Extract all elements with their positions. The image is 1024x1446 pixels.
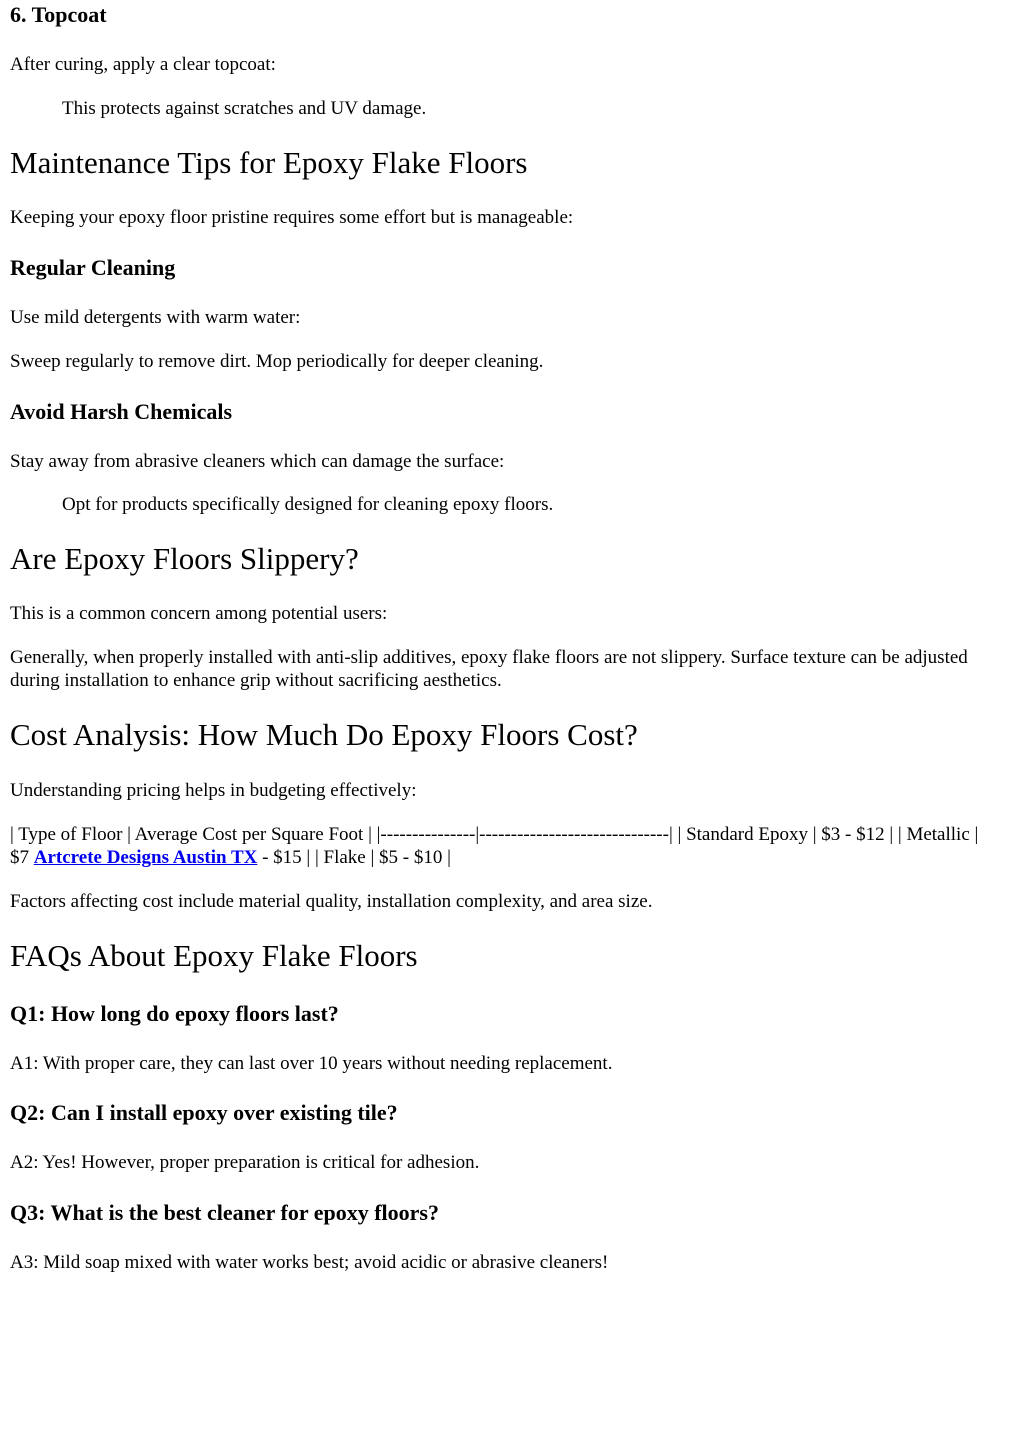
slippery-heading: Are Epoxy Floors Slippery? [10,541,359,576]
avoid-chemicals-intro: Stay away from abrasive cleaners which can damage the surface: [10,451,505,472]
faq-answer: A3: Mild soap mixed with water works best; avoid acidic or abrasive cleaners! [10,1252,609,1273]
regular-cleaning-heading: Regular Cleaning [10,255,176,280]
topcoat-note: This protects against scratches and UV damage. [62,98,427,119]
maintenance-heading: Maintenance Tips for Epoxy Flake Floors [10,145,528,180]
cost-table-before: | Type of Floor | Average Cost per Square Foot | |---------------|------------------------------| | Standard Epoxy | $3 - $12 | | Metallic | $7 [10,824,979,868]
artcrete-link[interactable]: Artcrete Designs Austin TX [33,847,258,868]
faqs-heading: FAQs About Epoxy Flake Floors [10,938,418,973]
cost-factors: Factors affecting cost include material quality, installation complexity, and area size. [10,891,653,912]
topcoat-heading: 6. Topcoat [10,2,107,27]
faq-question: Q1: How long do epoxy floors last? [10,1001,339,1026]
slippery-intro: This is a common concern among potential users: [10,603,388,624]
faq-question: Q2: Can I install epoxy over existing tile? [10,1100,398,1125]
cost-intro: Understanding pricing helps in budgeting effectively: [10,780,417,801]
regular-cleaning-intro: Use mild detergents with warm water: [10,307,301,328]
faq-answer: A2: Yes! However, proper preparation is critical for adhesion. [10,1152,480,1173]
cost-table-text [10,823,988,869]
faq-question: Q3: What is the best cleaner for epoxy floors? [10,1200,439,1225]
maintenance-intro: Keeping your epoxy floor pristine requires some effort but is manageable: [10,207,574,228]
faq-answer: A1: With proper care, they can last over 10 years without needing replacement. [10,1053,613,1074]
topcoat-intro: After curing, apply a clear topcoat: [10,54,276,75]
cost-table-after: - $15 | | Flake | $5 - $10 | [257,847,451,868]
avoid-chemicals-heading: Avoid Harsh Chemicals [10,399,233,424]
avoid-chemicals-note: Opt for products specifically designed for cleaning epoxy floors. [62,494,554,515]
slippery-detail: Generally, when properly installed with anti-slip additives, epoxy flake floors are not slippery. Surface texture can be adjusted during installation to enhance grip without sacrificing aesthetics. [10,647,968,691]
regular-cleaning-detail: Sweep regularly to remove dirt. Mop periodically for deeper cleaning. [10,351,544,372]
cost-heading: Cost Analysis: How Much Do Epoxy Floors Cost? [10,717,638,752]
